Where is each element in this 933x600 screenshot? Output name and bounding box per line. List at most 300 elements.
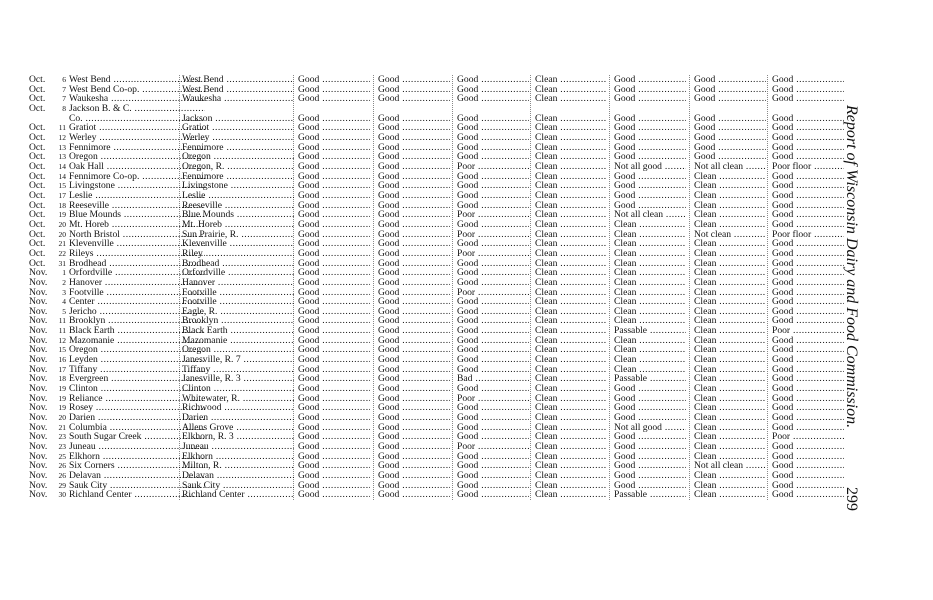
rating-1-cell: Good ..... [298,384,370,394]
month-cell: Nov. [29,403,48,414]
table-row [29,365,844,375]
rating-2-cell: Good ..... [378,384,450,394]
rating-7-cell: Good ..... [772,297,844,307]
day-cell: 23 [58,432,66,442]
rating-4-cell: Clean ..... [535,220,607,230]
rating-6-cell: Clean ..... [694,452,766,462]
rating-3-cell: Good ..... [457,94,529,104]
rating-7-cell: Good ..... [772,94,844,104]
rating-6-cell: Not all clean ..... [694,162,766,172]
month-cell: Nov. [29,461,48,472]
rating-6-cell: Clean ..... [694,355,766,365]
month-cell: Nov. [29,306,48,317]
factory-name-cell: Rosey ..... [69,403,205,413]
rating-1-cell: Good ..... [298,85,370,95]
rating-3-cell: Good ..... [457,336,529,346]
factory-name-cell: Evergreen ..... [69,374,205,384]
factory-name-cell: South Sugar Creek ..... [69,432,205,442]
rating-7-cell: Good ..... [772,365,844,375]
rating-1-cell: Good ..... [298,143,370,153]
table-row [29,239,844,249]
rating-3-cell: Good ..... [457,423,529,433]
day-cell: 14 [58,171,66,181]
post-office-cell: Allens Grove ..... [182,423,294,433]
factory-name-cell: West Bend ..... [69,75,205,85]
post-office-cell: Brooklyn ..... [182,316,294,326]
rating-1-cell: Good ..... [298,210,370,220]
table-row [29,152,844,162]
rating-5-cell [614,104,686,114]
rating-3-cell: Good ..... [457,345,529,355]
rating-4-cell: Clean ..... [535,413,607,423]
rating-6-cell: Good ..... [694,85,766,95]
rating-4-cell: Clean ..... [535,481,607,491]
factory-name-cell: Darien ..... [69,413,205,423]
rating-3-cell: Bad ..... [457,374,529,384]
rating-5-cell: Good ..... [614,94,686,104]
rating-4-cell: Clean ..... [535,452,607,462]
post-office-cell: Klevenville ..... [182,239,294,249]
rating-2-cell: Good ..... [378,114,450,124]
rating-6-cell: Clean ..... [694,172,766,182]
factory-name-cell: Werley ..... [69,133,205,143]
day-cell: 16 [58,355,66,365]
rating-7-cell: Good ..... [772,210,844,220]
post-office-cell: Riley ..... [182,249,294,259]
day-cell: 6 [62,75,66,84]
table-row [29,403,844,413]
post-office-cell: Sauk City ..... [182,481,294,491]
rating-7-cell: Good ..... [772,423,844,433]
day-cell [56,114,66,124]
rating-2-cell: Good ..... [378,490,450,500]
day-cell: 19 [58,210,66,220]
rating-5-cell: Clean ..... [614,278,686,288]
rating-3-cell: Poor ..... [457,442,529,452]
rating-1-cell [298,104,370,114]
rating-5-cell: Good ..... [614,172,686,182]
rating-6-cell: Clean ..... [694,259,766,269]
factory-name-cell: Brodhead ..... [69,259,205,269]
rating-5-cell: Good ..... [614,403,686,413]
post-office-cell: Eagle, R. ..... [182,307,294,317]
month-cell: Nov. [29,355,48,365]
day-cell: 5 [62,306,66,316]
table-row [29,442,844,452]
month-cell: Nov. [29,345,48,356]
day-cell: 20 [58,413,66,423]
rating-7-cell: Good ..... [772,249,844,259]
post-office-cell: Leslie ..... [182,191,294,201]
factory-name-cell: Footville ..... [69,288,205,298]
rating-1-cell: Good ..... [298,365,370,375]
rating-4-cell: Clean ..... [535,374,607,384]
day-cell: 8 [62,103,66,113]
table-row [29,210,844,220]
day-cell: 20 [58,219,66,229]
month-cell: Oct. [29,229,46,240]
rating-7-cell: Poor ..... [772,432,844,442]
rating-2-cell: Good ..... [378,442,450,452]
rating-2-cell: Good ..... [378,94,450,104]
day-cell: 11 [58,123,66,133]
factory-name-cell: Black Earth ..... [69,326,205,336]
rating-7-cell: Poor ..... [772,326,844,336]
rating-3-cell: Good ..... [457,316,529,326]
factory-name-cell: Oak Hall ..... [69,162,205,172]
rating-4-cell: Clean ..... [535,210,607,220]
rating-6-cell: Clean ..... [694,249,766,259]
rating-3-cell: Good ..... [457,490,529,500]
day-cell: 18 [58,200,66,210]
factory-name-cell: Jericho ..... [69,307,205,317]
rating-6-cell: Clean ..... [694,394,766,404]
rating-3-cell: Poor ..... [457,210,529,220]
post-office-cell: Gratiot ..... [182,123,294,133]
rating-5-cell: Clean ..... [614,316,686,326]
rating-4-cell: Clean ..... [535,172,607,182]
rating-4-cell: Clean ..... [535,442,607,452]
post-office-cell: Whitewater, R. ..... [182,394,294,404]
rating-5-cell: Good ..... [614,143,686,153]
rating-3-cell: Good ..... [457,75,529,85]
factory-name-cell: Gratiot ..... [69,123,205,133]
rating-2-cell: Good ..... [378,239,450,249]
rating-4-cell: Clean ..... [535,403,607,413]
factory-name-cell: Leyden ..... [69,355,205,365]
factory-name-cell: Rileys ..... [69,249,205,259]
rating-7-cell: Good ..... [772,307,844,317]
month-cell [29,114,56,124]
rating-4-cell: Clean ..... [535,239,607,249]
month-cell: Oct. [29,219,46,230]
rating-4-cell: Clean ..... [535,355,607,365]
month-cell: Nov. [29,422,48,433]
rating-7-cell: Good ..... [772,336,844,346]
rating-4-cell: Clean ..... [535,75,607,85]
month-cell: Nov. [29,480,48,491]
post-office-cell: Clinton ..... [182,384,294,394]
rating-7-cell: Good ..... [772,259,844,269]
rating-7-cell: Poor floor ..... [772,162,844,172]
rating-6-cell: Clean ..... [694,490,766,500]
rating-6-cell: Clean ..... [694,481,766,491]
day-cell: 21 [58,239,66,249]
rating-7-cell: Good ..... [772,355,844,365]
table-row [29,133,844,143]
rating-6-cell: Good ..... [694,123,766,133]
rating-2-cell: Good ..... [378,481,450,491]
rating-4-cell [535,104,607,114]
table-row [29,94,844,104]
rating-2-cell: Good ..... [378,191,450,201]
post-office-cell: Janesville, R. 3 ..... [182,374,294,384]
rating-1-cell: Good ..... [298,297,370,307]
rating-5-cell: Good ..... [614,432,686,442]
rating-2-cell: Good ..... [378,259,450,269]
factory-name-cell: Leslie ..... [69,191,205,201]
post-office-cell: Elkhorn, R. 3 ..... [182,432,294,442]
rating-5-cell: Good ..... [614,481,686,491]
rating-2-cell: Good ..... [378,374,450,384]
rating-6-cell: Clean ..... [694,210,766,220]
rating-2-cell: Good ..... [378,452,450,462]
rating-3-cell: Poor ..... [457,162,529,172]
factory-name-cell: Klevenville ..... [69,239,205,249]
day-cell: 26 [58,471,66,481]
factory-name-cell: Mazomanie ..... [69,336,205,346]
table-row [29,230,844,240]
day-cell: 29 [58,480,66,490]
rating-2-cell: Good ..... [378,133,450,143]
month-cell: Nov. [29,490,48,500]
post-office-cell: Orfordville ..... [182,268,294,278]
rating-6-cell: Clean ..... [694,191,766,201]
post-office-cell: Sun Prairie, R. ..... [182,230,294,240]
rating-2-cell: Good ..... [378,143,450,153]
month-cell: Nov. [29,442,48,452]
rating-6-cell: Clean ..... [694,442,766,452]
rating-7-cell: Good ..... [772,316,844,326]
day-cell: 2 [62,277,66,287]
rating-4-cell: Clean ..... [535,288,607,298]
rating-7-cell: Good ..... [772,442,844,452]
rating-6-cell: Clean ..... [694,268,766,278]
rating-4-cell: Clean ..... [535,143,607,153]
rating-7-cell: Good ..... [772,75,844,85]
post-office-cell: Reeseville ..... [182,201,294,211]
rating-4-cell: Clean ..... [535,461,607,471]
post-office-cell: Werley ..... [182,133,294,143]
rating-3-cell: Good ..... [457,326,529,336]
post-office-cell: Footville ..... [182,297,294,307]
rating-5-cell: Good ..... [614,191,686,201]
rating-2-cell: Good ..... [378,249,450,259]
factory-name-cell: Six Corners ..... [69,461,205,471]
post-office-cell: Fennimore ..... [182,143,294,153]
rating-4-cell: Clean ..... [535,268,607,278]
day-cell: 11 [58,316,66,326]
factory-name-cell: Delavan ..... [69,471,205,481]
rating-3-cell: Good ..... [457,461,529,471]
rating-1-cell: Good ..... [298,201,370,211]
rating-3-cell: Good ..... [457,297,529,307]
rating-4-cell: Clean ..... [535,191,607,201]
rating-5-cell: Good ..... [614,394,686,404]
month-cell: Nov. [29,413,48,423]
rating-3-cell: Good ..... [457,172,529,182]
month-cell: Nov. [29,384,48,394]
rating-4-cell: Clean ..... [535,85,607,95]
table-row [29,432,844,442]
factory-name-cell: Oregon ..... [69,345,205,355]
table-row [29,181,844,191]
rating-5-cell: Not all good ..... [614,162,686,172]
table-row [29,355,844,365]
rating-3-cell: Good ..... [457,181,529,191]
table-row [29,162,844,172]
rating-1-cell: Good ..... [298,336,370,346]
table-row [29,481,844,491]
rating-6-cell: Clean ..... [694,181,766,191]
rating-7-cell: Good ..... [772,403,844,413]
factory-name-cell: Reliance ..... [69,394,205,404]
rating-3-cell: Good ..... [457,191,529,201]
rating-3-cell: Good ..... [457,143,529,153]
rating-1-cell: Good ..... [298,249,370,259]
month-cell: Nov. [29,471,48,481]
rating-5-cell: Clean ..... [614,297,686,307]
rating-2-cell: Good ..... [378,230,450,240]
rating-6-cell: Clean ..... [694,326,766,336]
day-cell: 7 [62,94,66,104]
day-cell: 15 [58,345,66,355]
post-office-cell: West Bend ..... [182,75,294,85]
rating-3-cell: Poor ..... [457,394,529,404]
table-row [29,259,844,269]
factory-name-cell: Columbia ..... [69,423,205,433]
rating-1-cell: Good ..... [298,75,370,85]
day-cell: 7 [62,84,66,94]
month-cell: Nov. [29,335,48,346]
rating-3-cell: Good ..... [457,365,529,375]
month-cell: Nov. [29,277,48,288]
rating-2-cell: Good ..... [378,365,450,375]
rating-2-cell: Good ..... [378,123,450,133]
table-row [29,123,844,133]
post-office-cell: Juneau ..... [182,442,294,452]
table-row [29,278,844,288]
table-row [29,191,844,201]
rating-2-cell: Good ..... [378,201,450,211]
rating-7-cell: Good ..... [772,220,844,230]
month-cell: Oct. [29,84,46,95]
month-cell: Nov. [29,316,48,327]
rating-7-cell: Good ..... [772,490,844,500]
post-office-cell: Janesville, R. 7 ..... [182,355,294,365]
rating-7-cell: Good ..... [772,114,844,124]
rating-5-cell: Clean ..... [614,268,686,278]
table-row [29,336,844,346]
rating-4-cell: Clean ..... [535,162,607,172]
rating-1-cell: Good ..... [298,181,370,191]
rating-5-cell: Clean ..... [614,288,686,298]
day-cell: 1 [62,268,66,278]
day-cell: 19 [58,393,66,403]
day-cell: 15 [58,181,66,191]
rating-6-cell: Clean ..... [694,297,766,307]
factory-name-cell: Reeseville ..... [69,201,205,211]
rating-2-cell: Good ..... [378,355,450,365]
rating-5-cell: Good ..... [614,413,686,423]
rating-2-cell: Good ..... [378,278,450,288]
post-office-cell: Oregon, R. ..... [182,162,294,172]
rating-1-cell: Good ..... [298,152,370,162]
rating-6-cell: Clean ..... [694,471,766,481]
rating-6-cell: Clean ..... [694,423,766,433]
post-office-cell: Waukesha ..... [182,94,294,104]
rating-6-cell: Good ..... [694,75,766,85]
rating-7-cell: Good ..... [772,181,844,191]
month-cell: Oct. [29,248,46,259]
table-row [29,75,844,85]
month-cell: Oct. [29,161,46,172]
rating-2-cell [378,104,450,114]
rating-7-cell: Good ..... [772,413,844,423]
rating-2-cell: Good ..... [378,210,450,220]
rating-3-cell: Poor ..... [457,249,529,259]
rating-1-cell: Good ..... [298,278,370,288]
rating-7-cell: Good ..... [772,288,844,298]
post-office-cell: Oregon ..... [182,345,294,355]
month-cell: Nov. [29,297,48,307]
month-cell: Oct. [29,103,46,114]
month-cell: Nov. [29,374,48,385]
rating-2-cell: Good ..... [378,316,450,326]
day-cell: 13 [58,142,66,152]
table-row [29,316,844,326]
day-cell: 19 [58,403,66,413]
rating-3-cell: Good ..... [457,220,529,230]
rating-3-cell: Good ..... [457,403,529,413]
rating-7-cell: Good ..... [772,471,844,481]
rating-4-cell: Clean ..... [535,278,607,288]
rating-3-cell: Good ..... [457,355,529,365]
day-cell: 18 [58,374,66,384]
rating-1-cell: Good ..... [298,461,370,471]
rating-6-cell: Good ..... [694,94,766,104]
rating-4-cell: Clean ..... [535,336,607,346]
rating-1-cell: Good ..... [298,413,370,423]
day-cell: 23 [58,442,66,452]
rating-2-cell: Good ..... [378,394,450,404]
rating-6-cell: Not clean ..... [694,230,766,240]
factory-name-cell: Tiffany ..... [69,365,205,375]
rating-5-cell: Not all clean ..... [614,210,686,220]
page-number: 299 [843,487,860,511]
post-office-cell: Richland Center ..... [182,490,294,500]
rating-4-cell: Clean ..... [535,201,607,211]
rating-6-cell: Clean ..... [694,403,766,413]
month-cell: Nov. [29,432,48,443]
post-office-cell: Black Earth ..... [182,326,294,336]
rating-2-cell: Good ..... [378,172,450,182]
rating-5-cell: Clean ..... [614,230,686,240]
rating-2-cell: Good ..... [378,220,450,230]
rating-5-cell: Good ..... [614,201,686,211]
factory-name-cell: Juneau ..... [69,442,205,452]
factory-name-cell: North Bristol ..... [69,230,205,240]
rating-3-cell: Good ..... [457,413,529,423]
post-office-cell: Footville ..... [182,288,294,298]
table-row [29,201,844,211]
rating-2-cell: Good ..... [378,268,450,278]
rating-3-cell: Good ..... [457,384,529,394]
rating-3-cell: Good ..... [457,85,529,95]
rating-6-cell: Clean ..... [694,365,766,375]
factory-name-cell: Blue Mounds ..... [69,210,205,220]
rating-1-cell: Good ..... [298,481,370,491]
rating-7-cell: Good ..... [772,85,844,95]
rating-6-cell: Good ..... [694,152,766,162]
rating-7-cell [772,104,844,114]
rating-2-cell: Good ..... [378,307,450,317]
rating-6-cell: Clean ..... [694,239,766,249]
rating-3-cell [457,104,529,114]
day-cell: 26 [58,461,66,471]
rating-2-cell: Good ..... [378,423,450,433]
rating-7-cell: Good ..... [772,239,844,249]
